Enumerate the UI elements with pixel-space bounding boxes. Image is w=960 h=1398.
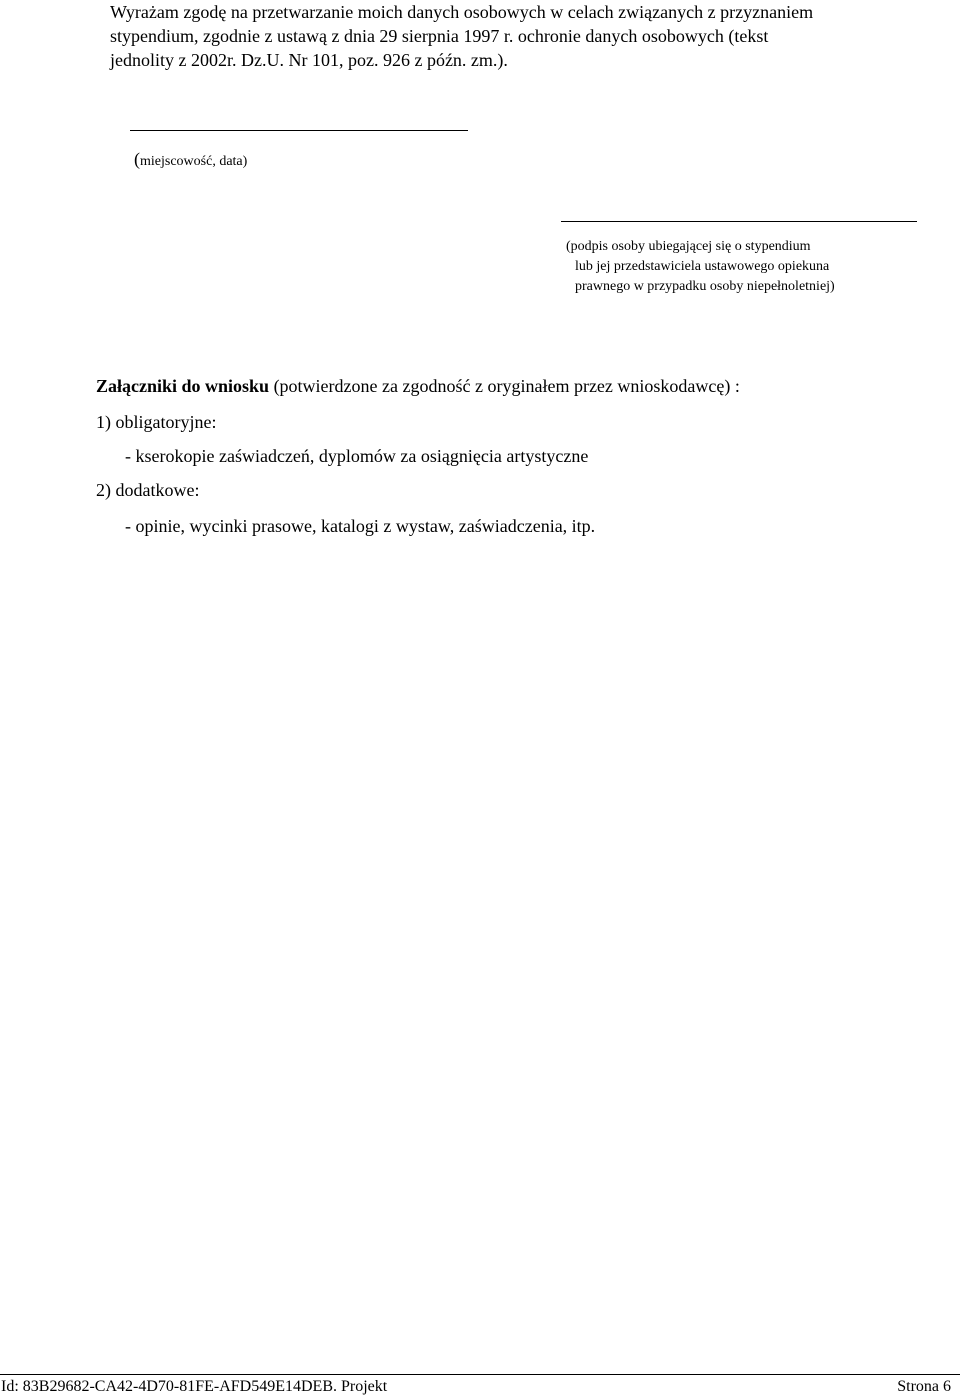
place-date-line xyxy=(130,130,468,131)
signature-caption-line: (podpis osoby ubiegającej się o stypendium xyxy=(566,239,811,254)
consent-line: jednolity z 2002r. Dz.U. Nr 101, poz. 926 z późn. zm.). xyxy=(110,50,508,70)
consent-line: stypendium, zgodnie z ustawą z dnia 29 sierpnia 1997 r. ochronie danych osobowych (tekst xyxy=(110,26,769,46)
mandatory-label: 1) obligatoryjne: xyxy=(96,412,217,432)
signature-line xyxy=(561,221,917,222)
page-number: Strona 6 xyxy=(897,1378,951,1395)
mandatory-item: - kserokopie zaświadczeń, dyplomów za osiągnięcia artystyczne xyxy=(125,446,589,466)
place-date-open-paren: ( xyxy=(134,149,140,169)
place-date-text: miejscowość, data) xyxy=(140,154,248,169)
place-date-caption xyxy=(134,149,247,172)
document-id: Id: 83B29682-CA42-4D70-81FE-AFD549E14DEB. Projekt xyxy=(1,1378,388,1395)
optional-item: - opinie, wycinki prasowe, katalogi z wystaw, zaświadczenia, itp. xyxy=(125,516,596,536)
signature-caption-line: lub jej przedstawiciela ustawowego opiekuna xyxy=(575,259,830,274)
attachments-heading-bold: Załączniki do wniosku xyxy=(96,376,270,396)
consent-line: Wyrażam zgodę na przetwarzanie moich danych osobowych w celach związanych z przyznaniem xyxy=(110,2,814,22)
attachments-heading xyxy=(96,376,740,397)
page-footer xyxy=(0,1374,960,1397)
optional-label: 2) dodatkowe: xyxy=(96,480,200,500)
consent-statement xyxy=(110,0,910,72)
signature-caption-line: prawnego w przypadku osoby niepełnoletniej) xyxy=(575,279,835,294)
signature-caption xyxy=(566,237,835,297)
attachments-heading-rest: (potwierdzone za zgodność z oryginałem przez wnioskodawcę) : xyxy=(269,376,740,396)
